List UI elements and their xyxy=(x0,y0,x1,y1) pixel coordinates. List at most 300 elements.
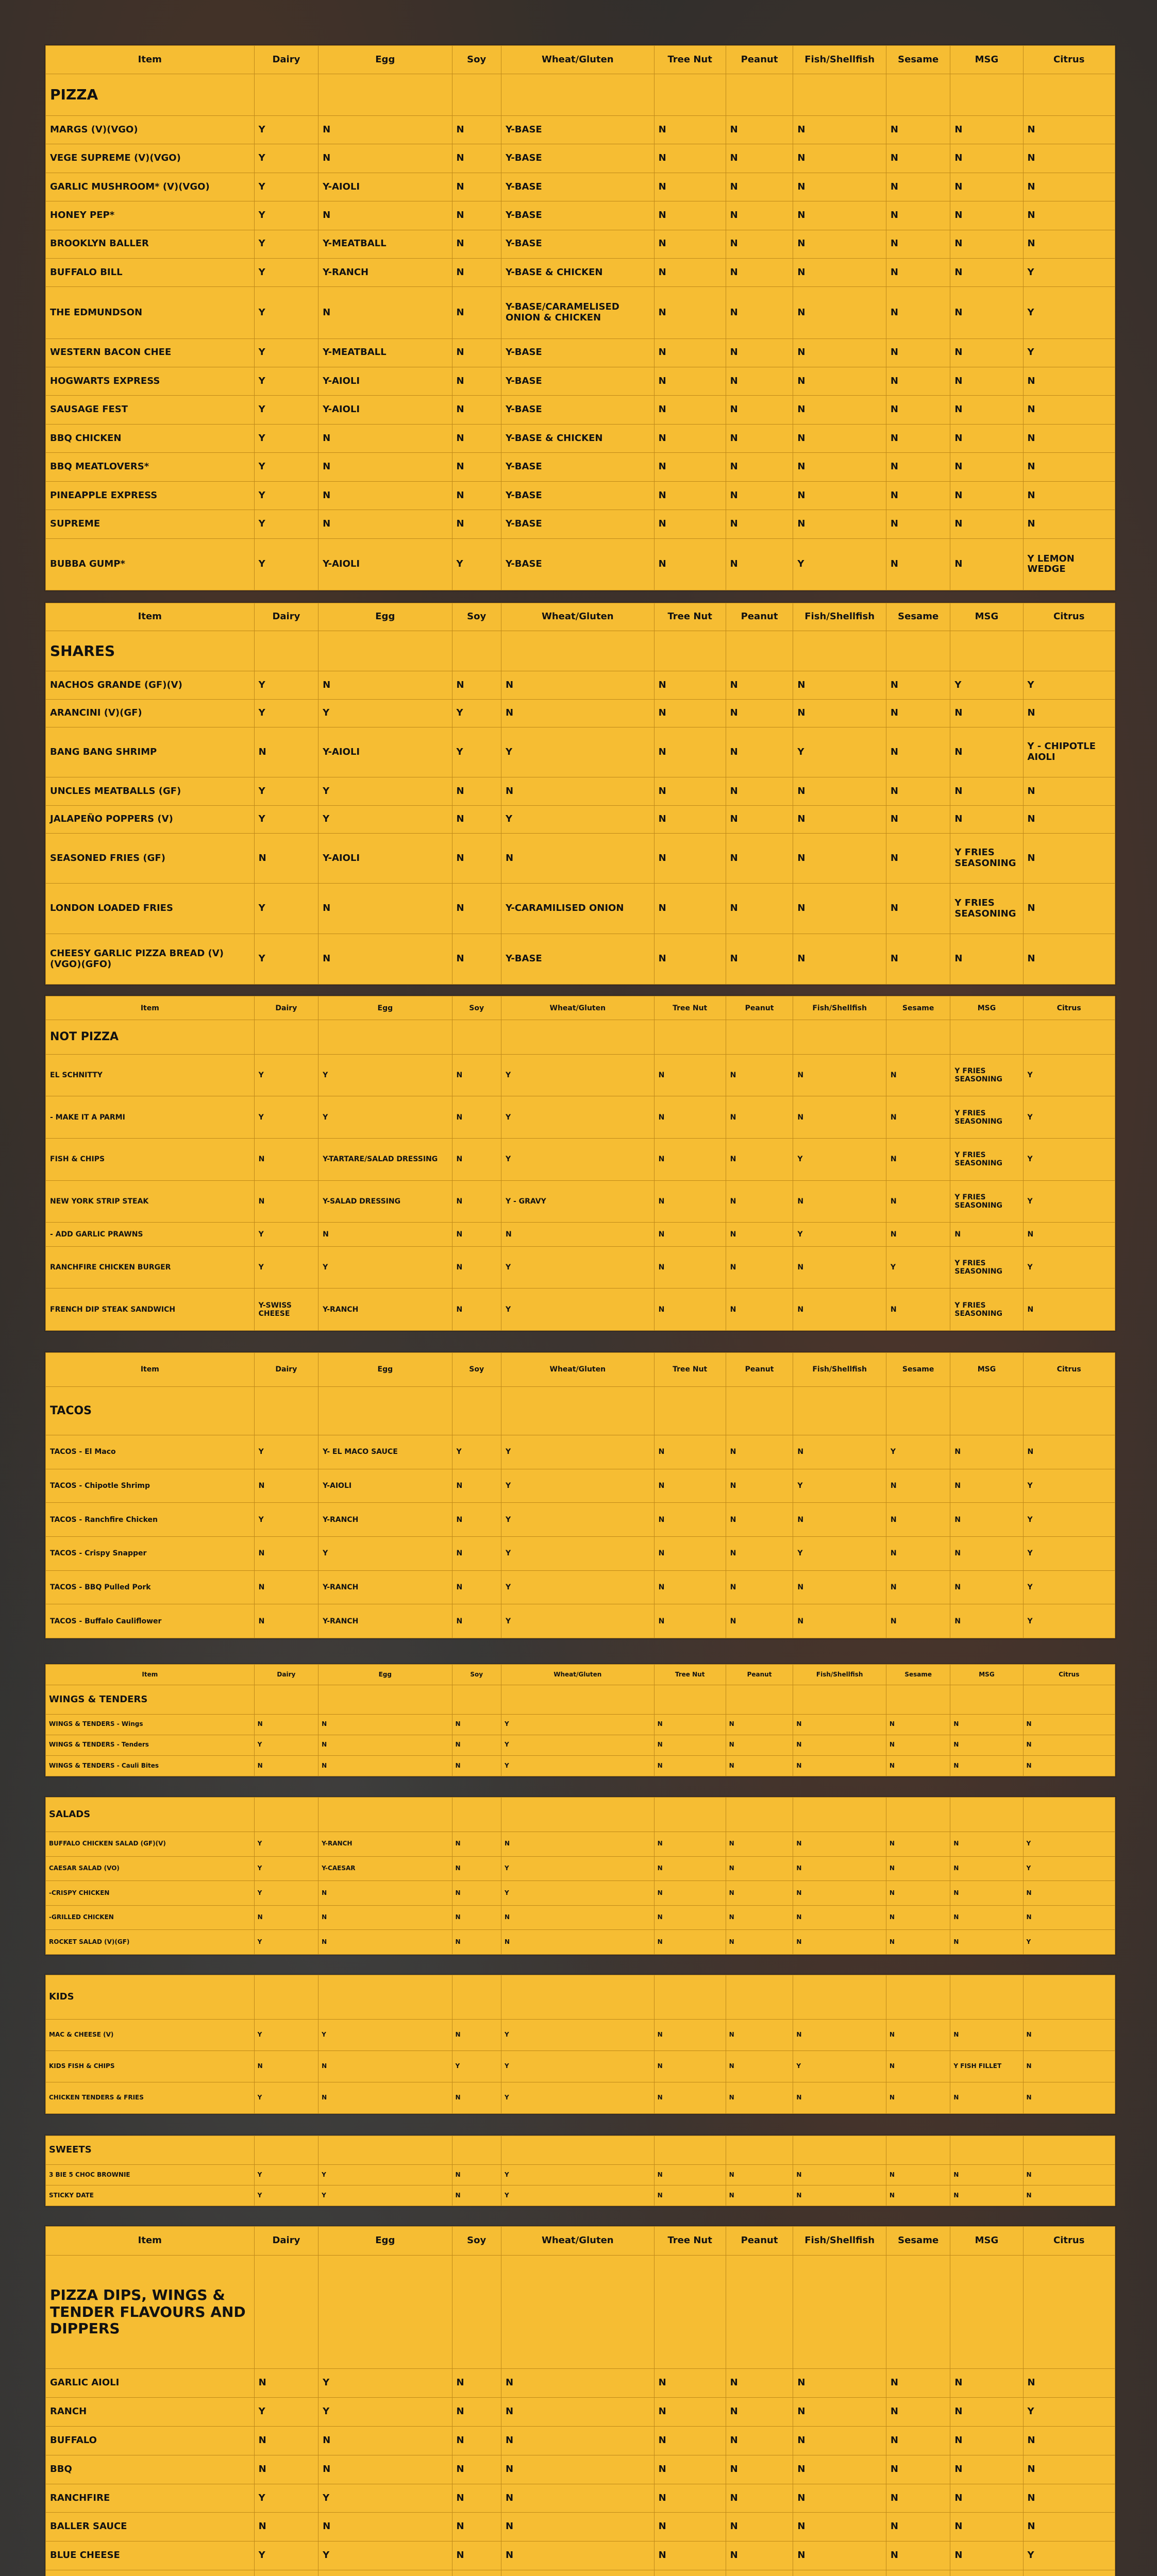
cell-soy: N xyxy=(452,2541,501,2570)
empty-cell xyxy=(950,1975,1023,2020)
empty-cell xyxy=(318,74,452,115)
cell-egg: N xyxy=(318,934,452,985)
cell-wheat-gluten: Y-BASE & CHICKEN xyxy=(501,424,654,452)
section-title: NOT PIZZA xyxy=(46,1020,255,1055)
cell-wheat-gluten: Y-BASE xyxy=(501,173,654,201)
cell-soy: N xyxy=(452,338,501,367)
cell-fish-shellfish: N xyxy=(793,287,886,338)
column-header-soy: Soy xyxy=(452,996,501,1020)
cell-msg: N xyxy=(950,287,1023,338)
column-header-soy: Soy xyxy=(452,1665,501,1685)
cell-msg: N xyxy=(950,1570,1023,1604)
cell-soy: N xyxy=(452,2185,501,2206)
cell-tree-nut: N xyxy=(654,1714,726,1735)
column-header-sesame: Sesame xyxy=(886,46,950,74)
column-header-tree-nut: Tree Nut xyxy=(654,46,726,74)
cell-wheat-gluten: Y xyxy=(501,2185,654,2206)
cell-soy: N xyxy=(452,1735,501,1755)
item-name: BANG BANG SHRIMP xyxy=(46,727,255,777)
cell-msg: N xyxy=(950,777,1023,805)
cell-msg: N xyxy=(950,367,1023,396)
cell-fish-shellfish: N xyxy=(793,1503,886,1537)
cell-soy: N xyxy=(452,1714,501,1735)
cell-sesame: N xyxy=(886,1289,950,1331)
item-name: FISH & CHIPS xyxy=(46,1139,255,1181)
cell-wheat-gluten: N xyxy=(501,833,654,884)
cell-soy: N xyxy=(452,1881,501,1906)
table-row xyxy=(46,805,1115,833)
cell-citrus: N xyxy=(1023,2513,1115,2541)
cell-citrus: N xyxy=(1023,884,1115,934)
cell-dairy: N xyxy=(254,727,318,777)
cell-soy: N xyxy=(452,144,501,173)
empty-cell xyxy=(793,1685,886,1715)
cell-soy: N xyxy=(452,2020,501,2051)
cell-wheat-gluten: N xyxy=(501,1832,654,1857)
cell-peanut: N xyxy=(726,1755,793,1776)
empty-cell xyxy=(886,1020,950,1055)
empty-cell xyxy=(318,1685,452,1715)
cell-egg: Y-AIOLI xyxy=(318,367,452,396)
empty-cell xyxy=(501,74,654,115)
cell-egg: Y-CAESAR xyxy=(318,1856,452,1881)
cell-msg: N xyxy=(950,259,1023,287)
cell-citrus: Y xyxy=(1023,259,1115,287)
cell-citrus: N xyxy=(1023,2051,1115,2082)
table-row xyxy=(46,453,1115,481)
section-title-row xyxy=(46,74,1115,115)
cell-peanut: N xyxy=(726,396,793,424)
cell-egg: N xyxy=(318,1930,452,1955)
table-row xyxy=(46,538,1115,590)
cell-sesame: N xyxy=(886,699,950,727)
cell-wheat-gluten: Y-BASE & CHICKEN xyxy=(501,259,654,287)
item-name: ROCKET SALAD (V)(GF) xyxy=(46,1930,255,1955)
item-name: BUBBA GUMP* xyxy=(46,538,255,590)
cell-wheat-gluten: Y xyxy=(501,2082,654,2113)
cell-wheat-gluten: Y xyxy=(501,1881,654,1906)
cell-fish-shellfish: N xyxy=(793,1735,886,1755)
allergen-table xyxy=(45,996,1115,1331)
cell-tree-nut: N xyxy=(654,884,726,934)
table-row xyxy=(46,2185,1115,2206)
cell-dairy: N xyxy=(254,1536,318,1570)
empty-cell xyxy=(254,1975,318,2020)
cell-fish-shellfish: N xyxy=(793,1180,886,1223)
cell-wheat-gluten: N xyxy=(501,2513,654,2541)
section-title: PIZZA DIPS, WINGS & TENDER FLAVOURS AND DIPPERS xyxy=(46,2255,255,2369)
cell-fish-shellfish: N xyxy=(793,2082,886,2113)
cell-wheat-gluten: Y-BASE xyxy=(501,115,654,144)
cell-sesame: N xyxy=(886,833,950,884)
empty-cell xyxy=(318,1798,452,1832)
cell-egg xyxy=(318,2570,452,2576)
table-row xyxy=(46,1469,1115,1503)
column-header-msg: MSG xyxy=(950,1665,1023,1685)
cell-dairy: N xyxy=(254,2427,318,2455)
empty-cell xyxy=(950,631,1023,671)
cell-tree-nut: N xyxy=(654,2398,726,2427)
cell-dairy: N xyxy=(254,1180,318,1223)
cell-tree-nut: N xyxy=(654,833,726,884)
table-row xyxy=(46,1881,1115,1906)
cell-soy: Y xyxy=(452,538,501,590)
empty-cell xyxy=(793,1386,886,1435)
cell-fish-shellfish: N xyxy=(793,510,886,538)
empty-cell xyxy=(452,631,501,671)
cell-msg: N xyxy=(950,1881,1023,1906)
header-row xyxy=(46,996,1115,1020)
cell-citrus: N xyxy=(1023,1223,1115,1246)
column-header-soy: Soy xyxy=(452,2227,501,2256)
item-name: BBQ MEATLOVERS* xyxy=(46,453,255,481)
table-row xyxy=(46,287,1115,338)
cell-citrus: N xyxy=(1023,2455,1115,2484)
empty-cell xyxy=(726,631,793,671)
empty-cell xyxy=(254,1798,318,1832)
cell-fish-shellfish: N xyxy=(793,2165,886,2185)
cell-wheat-gluten: Y xyxy=(501,1714,654,1735)
cell-soy: N xyxy=(452,1246,501,1289)
column-header-tree-nut: Tree Nut xyxy=(654,603,726,631)
cell-peanut: N xyxy=(726,2051,793,2082)
table-row xyxy=(46,1246,1115,1289)
cell-msg: N xyxy=(950,2398,1023,2427)
cell-egg: N xyxy=(318,201,452,230)
cell-soy: N xyxy=(452,2513,501,2541)
header-row xyxy=(46,46,1115,74)
cell-citrus: N xyxy=(1023,2484,1115,2513)
allergen-table xyxy=(45,1975,1115,2114)
item-name: TACOS - El Maco xyxy=(46,1435,255,1469)
cell-dairy: N xyxy=(254,1755,318,1776)
cell-fish-shellfish: N xyxy=(793,481,886,510)
cell-wheat-gluten: Y xyxy=(501,1054,654,1096)
cell-msg: N xyxy=(950,1223,1023,1246)
cell-soy: N xyxy=(452,671,501,699)
cell-msg: N xyxy=(950,2082,1023,2113)
empty-cell xyxy=(654,74,726,115)
table-row xyxy=(46,1604,1115,1638)
cell-wheat-gluten: Y xyxy=(501,2020,654,2051)
cell-egg: Y xyxy=(318,1096,452,1139)
cell-egg: Y xyxy=(318,2398,452,2427)
cell-fish-shellfish: N xyxy=(793,1714,886,1735)
header-row xyxy=(46,1353,1115,1387)
column-header-sesame: Sesame xyxy=(886,2227,950,2256)
cell-dairy: Y xyxy=(254,934,318,985)
item-name: PINEAPPLE EXPRESS xyxy=(46,481,255,510)
cell-soy: N xyxy=(452,259,501,287)
empty-cell xyxy=(886,2136,950,2165)
item-name: SAUSAGE FEST xyxy=(46,396,255,424)
cell-peanut: N xyxy=(726,805,793,833)
cell-tree-nut: N xyxy=(654,1054,726,1096)
cell-fish-shellfish: N xyxy=(793,884,886,934)
cell-dairy: Y xyxy=(254,481,318,510)
cell-peanut: N xyxy=(726,699,793,727)
cell-citrus: Y xyxy=(1023,2398,1115,2427)
cell-egg: Y xyxy=(318,2185,452,2206)
cell-fish-shellfish: N xyxy=(793,367,886,396)
cell-tree-nut: N xyxy=(654,173,726,201)
cell-tree-nut: N xyxy=(654,287,726,338)
table-row xyxy=(46,115,1115,144)
cell-fish-shellfish: Y xyxy=(793,1139,886,1181)
cell-peanut: N xyxy=(726,1469,793,1503)
empty-cell xyxy=(254,2136,318,2165)
cell-egg: Y xyxy=(318,699,452,727)
cell-msg: Y FRIES SEASONING xyxy=(950,1054,1023,1096)
column-header-egg: Egg xyxy=(318,1353,452,1387)
cell-peanut: N xyxy=(726,1289,793,1331)
cell-tree-nut: N xyxy=(654,1930,726,1955)
empty-cell xyxy=(1023,2255,1115,2369)
cell-dairy: Y xyxy=(254,115,318,144)
cell-tree-nut: N xyxy=(654,2484,726,2513)
cell-soy: N xyxy=(452,2165,501,2185)
cell-tree-nut: N xyxy=(654,201,726,230)
table-row xyxy=(46,2541,1115,2570)
cell-soy: N xyxy=(452,481,501,510)
cell-citrus: N xyxy=(1023,115,1115,144)
cell-peanut: N xyxy=(726,2398,793,2427)
cell-egg: N xyxy=(318,115,452,144)
cell-citrus: N xyxy=(1023,1435,1115,1469)
cell-msg: N xyxy=(950,1832,1023,1857)
cell-fish-shellfish: N xyxy=(793,1856,886,1881)
cell-msg: N xyxy=(950,727,1023,777)
cell-citrus: Y xyxy=(1023,1246,1115,1289)
cell-peanut: N xyxy=(726,1570,793,1604)
empty-cell xyxy=(950,1020,1023,1055)
column-header-wheat-gluten: Wheat/Gluten xyxy=(501,2227,654,2256)
cell-soy: N xyxy=(452,201,501,230)
column-header-egg: Egg xyxy=(318,2227,452,2256)
cell-msg: N xyxy=(950,2185,1023,2206)
item-name: BBQ CHICKEN xyxy=(46,424,255,452)
empty-cell xyxy=(501,1020,654,1055)
table-row xyxy=(46,699,1115,727)
cell-msg: N xyxy=(950,396,1023,424)
cell-sesame: N xyxy=(886,934,950,985)
cell-msg: N xyxy=(950,2427,1023,2455)
cell-citrus: N xyxy=(1023,1735,1115,1755)
cell-wheat-gluten: Y xyxy=(501,1503,654,1537)
empty-cell xyxy=(501,1386,654,1435)
cell-egg: Y- EL MACO SAUCE xyxy=(318,1435,452,1469)
cell-msg: N xyxy=(950,1905,1023,1930)
table-row xyxy=(46,1139,1115,1181)
cell-sesame: N xyxy=(886,2369,950,2398)
cell-wheat-gluten: N xyxy=(501,777,654,805)
cell-dairy: N xyxy=(254,1139,318,1181)
cell-wheat-gluten: N xyxy=(501,2427,654,2455)
cell-peanut: N xyxy=(726,1246,793,1289)
cell-tree-nut: N xyxy=(654,1604,726,1638)
column-header-wheat-gluten: Wheat/Gluten xyxy=(501,996,654,1020)
cell-egg: Y xyxy=(318,777,452,805)
cell-peanut: N xyxy=(726,1139,793,1181)
item-name: NEW YORK STRIP STEAK xyxy=(46,1180,255,1223)
cell-citrus: N xyxy=(1023,2369,1115,2398)
item-name: BLUE CHEESE xyxy=(46,2541,255,2570)
cell-sesame: N xyxy=(886,884,950,934)
column-header-peanut: Peanut xyxy=(726,2227,793,2256)
column-header-wheat-gluten: Wheat/Gluten xyxy=(501,46,654,74)
cell-peanut: N xyxy=(726,144,793,173)
cell-msg: N xyxy=(950,2484,1023,2513)
table-row xyxy=(46,1714,1115,1735)
cell-soy: Y xyxy=(452,727,501,777)
cell-peanut: N xyxy=(726,173,793,201)
cell-dairy: Y xyxy=(254,2082,318,2113)
empty-cell xyxy=(793,1798,886,1832)
cell-soy: N xyxy=(452,1096,501,1139)
cell-sesame: N xyxy=(886,287,950,338)
section-title: KIDS xyxy=(46,1975,255,2020)
cell-sesame: N xyxy=(886,2427,950,2455)
empty-cell xyxy=(654,1798,726,1832)
cell-egg: Y-RANCH xyxy=(318,259,452,287)
cell-peanut: N xyxy=(726,727,793,777)
cell-egg: N xyxy=(318,2513,452,2541)
cell-peanut: N xyxy=(726,2455,793,2484)
cell-fish-shellfish: N xyxy=(793,833,886,884)
cell-sesame: N xyxy=(886,1714,950,1735)
empty-cell xyxy=(793,2255,886,2369)
section-tacos xyxy=(45,1352,1115,1638)
cell-sesame: N xyxy=(886,367,950,396)
cell-wheat-gluten: Y xyxy=(501,1735,654,1755)
cell-peanut: N xyxy=(726,1435,793,1469)
empty-cell xyxy=(886,1798,950,1832)
cell-dairy: Y xyxy=(254,287,318,338)
column-header-sesame: Sesame xyxy=(886,1353,950,1387)
cell-peanut: N xyxy=(726,424,793,452)
cell-fish-shellfish: N xyxy=(793,396,886,424)
column-header-tree-nut: Tree Nut xyxy=(654,996,726,1020)
cell-dairy: Y xyxy=(254,173,318,201)
cell-egg: N xyxy=(318,1714,452,1735)
cell-dairy: N xyxy=(254,2513,318,2541)
empty-cell xyxy=(452,1798,501,1832)
empty-cell xyxy=(1023,1020,1115,1055)
item-name xyxy=(46,2570,255,2576)
cell-soy xyxy=(452,2570,501,2576)
cell-dairy: Y xyxy=(254,671,318,699)
cell-wheat-gluten: N xyxy=(501,2455,654,2484)
column-header-fish-shellfish: Fish/Shellfish xyxy=(793,46,886,74)
cell-sesame: N xyxy=(886,1139,950,1181)
cell-wheat-gluten: N xyxy=(501,1223,654,1246)
column-header-dairy: Dairy xyxy=(254,2227,318,2256)
cell-citrus: N xyxy=(1023,1714,1115,1735)
cell-soy: N xyxy=(452,1905,501,1930)
table-row xyxy=(46,338,1115,367)
empty-cell xyxy=(654,1975,726,2020)
cell-tree-nut: N xyxy=(654,2165,726,2185)
cell-dairy: Y xyxy=(254,2541,318,2570)
table-row xyxy=(46,1054,1115,1096)
cell-dairy: Y xyxy=(254,2020,318,2051)
item-name: TACOS - Ranchfire Chicken xyxy=(46,1503,255,1537)
empty-cell xyxy=(1023,1386,1115,1435)
cell-sesame: N xyxy=(886,173,950,201)
empty-cell xyxy=(726,1685,793,1715)
cell-egg: Y xyxy=(318,1536,452,1570)
cell-citrus: N xyxy=(1023,934,1115,985)
empty-cell xyxy=(501,1685,654,1715)
cell-citrus: Y xyxy=(1023,1930,1115,1955)
cell-msg: N xyxy=(950,173,1023,201)
cell-egg: Y xyxy=(318,1054,452,1096)
empty-cell xyxy=(886,631,950,671)
cell-fish-shellfish: Y xyxy=(793,1536,886,1570)
section-title: WINGS & TENDERS xyxy=(46,1685,255,1715)
cell-dairy: Y xyxy=(254,201,318,230)
cell-dairy: Y xyxy=(254,230,318,258)
cell-citrus: Y LEMON WEDGE xyxy=(1023,538,1115,590)
cell-fish-shellfish: N xyxy=(793,1604,886,1638)
cell-fish-shellfish: Y xyxy=(793,538,886,590)
cell-egg: N xyxy=(318,453,452,481)
cell-citrus: N xyxy=(1023,367,1115,396)
cell-egg: N xyxy=(318,2051,452,2082)
cell-dairy: Y xyxy=(254,1735,318,1755)
cell-citrus: N xyxy=(1023,144,1115,173)
cell-peanut: N xyxy=(726,538,793,590)
cell-egg: Y xyxy=(318,2484,452,2513)
cell-soy: N xyxy=(452,833,501,884)
cell-egg: N xyxy=(318,481,452,510)
cell-dairy: N xyxy=(254,1905,318,1930)
table-row xyxy=(46,144,1115,173)
cell-msg: N xyxy=(950,1735,1023,1755)
cell-fish-shellfish: N xyxy=(793,934,886,985)
column-header-item: Item xyxy=(46,1665,255,1685)
cell-wheat-gluten: Y xyxy=(501,1246,654,1289)
cell-peanut: N xyxy=(726,115,793,144)
table-row xyxy=(46,2455,1115,2484)
cell-msg: Y FRIES SEASONING xyxy=(950,1246,1023,1289)
cell-sesame: N xyxy=(886,1223,950,1246)
empty-cell xyxy=(318,1975,452,2020)
section-title-row xyxy=(46,1020,1115,1055)
empty-cell xyxy=(1023,1685,1115,1715)
table-row xyxy=(46,1905,1115,1930)
cell-egg: Y-AIOLI xyxy=(318,538,452,590)
cell-egg: Y-AIOLI xyxy=(318,727,452,777)
column-header-fish-shellfish: Fish/Shellfish xyxy=(793,603,886,631)
cell-peanut: N xyxy=(726,2484,793,2513)
column-header-msg: MSG xyxy=(950,996,1023,1020)
cell-egg: N xyxy=(318,287,452,338)
cell-dairy xyxy=(254,2570,318,2576)
empty-cell xyxy=(1023,631,1115,671)
cell-egg: Y-AIOLI xyxy=(318,833,452,884)
cell-soy: N xyxy=(452,2455,501,2484)
item-name: MARGS (V)(VGO) xyxy=(46,115,255,144)
cell-sesame: N xyxy=(886,1930,950,1955)
cell-soy: N xyxy=(452,1180,501,1223)
cell-tree-nut: N xyxy=(654,230,726,258)
cell-msg: N xyxy=(950,1714,1023,1735)
cell-peanut: N xyxy=(726,1881,793,1906)
cell-soy: Y xyxy=(452,2051,501,2082)
cell-tree-nut: N xyxy=(654,481,726,510)
cell-sesame: N xyxy=(886,396,950,424)
